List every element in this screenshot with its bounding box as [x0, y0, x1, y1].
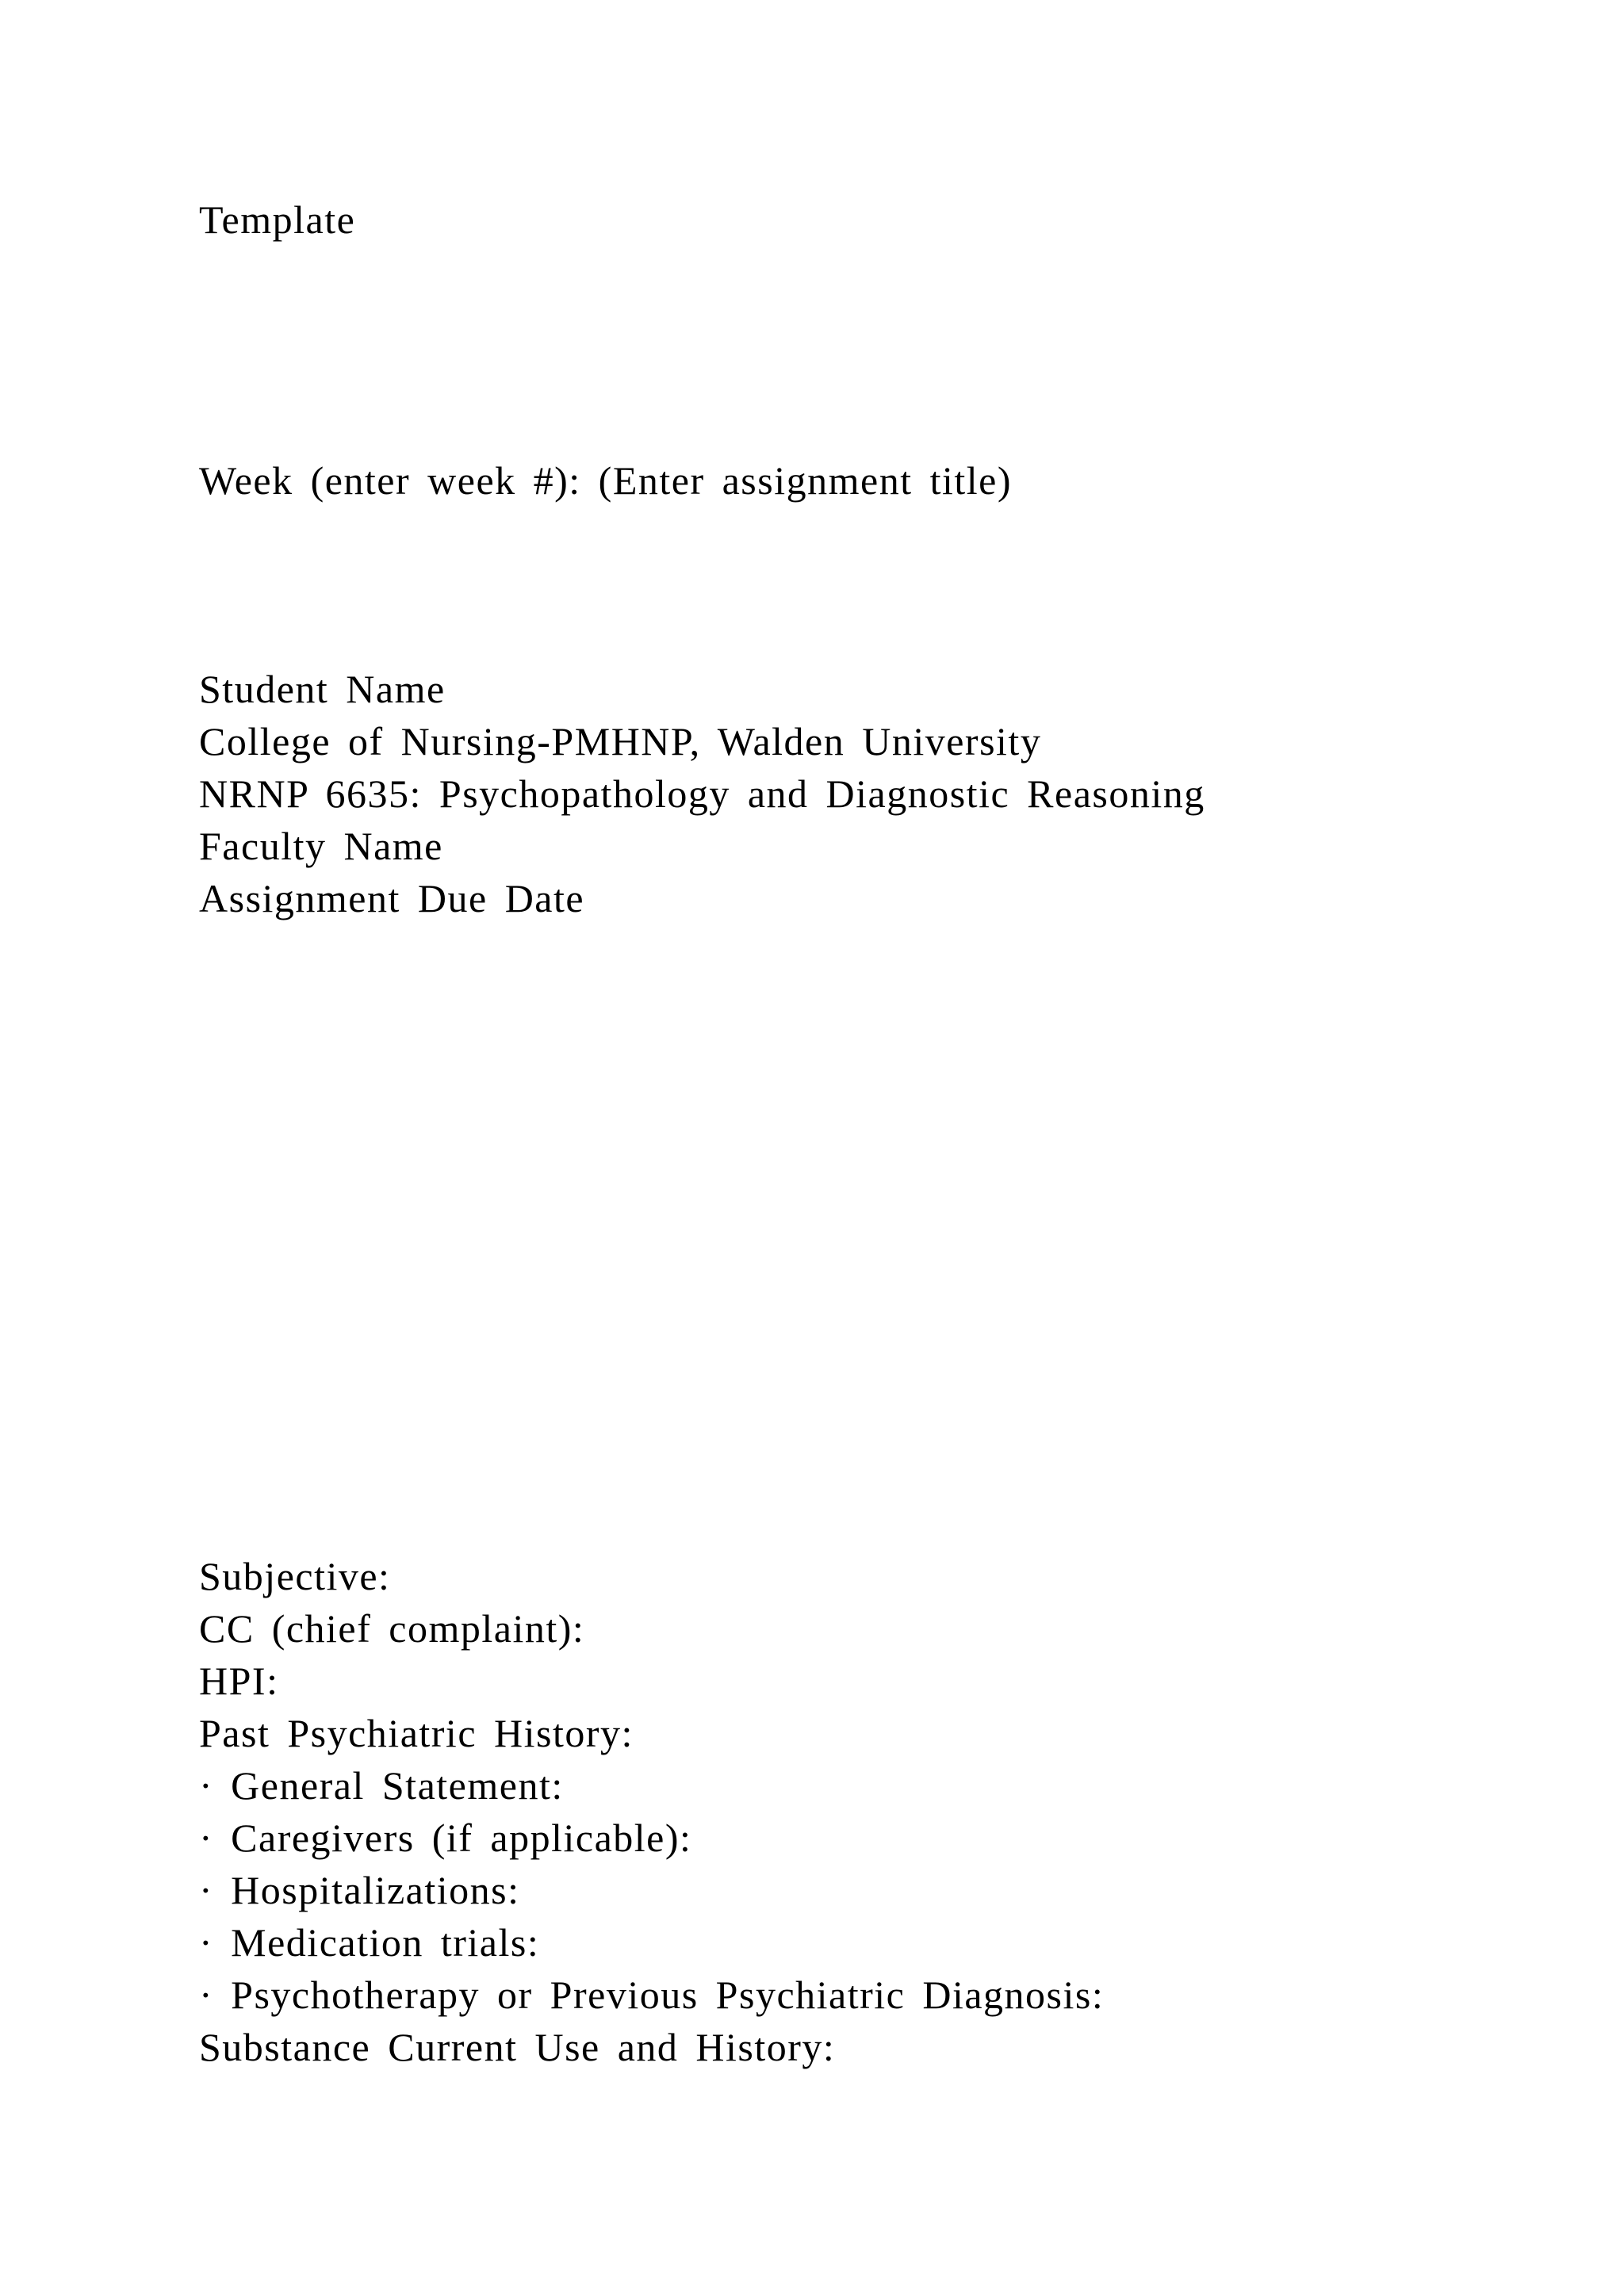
medication-trials-bullet: · Medication trials: [199, 1920, 540, 1965]
assignment-heading: Week (enter week #): (Enter assignment title) [199, 458, 1012, 503]
student-name: Student Name [199, 667, 446, 711]
general-statement-bullet: · General Statement: [199, 1763, 564, 1808]
course-line: NRNP 6635: Psychopathology and Diagnostic Reasoning [199, 771, 1205, 816]
psychotherapy-bullet: · Psychotherapy or Previous Psychiatric Diagnosis: [199, 1973, 1105, 2017]
hpi-label: HPI: [199, 1659, 279, 1703]
hospitalizations-bullet: · Hospitalizations: [199, 1868, 520, 1912]
chief-complaint-label: CC (chief complaint): [199, 1606, 585, 1651]
template-label: Template [199, 197, 356, 242]
caregivers-bullet: · Caregivers (if applicable): [199, 1816, 692, 1860]
faculty-name: Faculty Name [199, 824, 443, 868]
college-line: College of Nursing-PMHNP, Walden University [199, 719, 1042, 763]
past-psychiatric-history-label: Past Psychiatric History: [199, 1711, 634, 1755]
subjective-heading: Subjective: [199, 1554, 391, 1598]
assignment-due-date: Assignment Due Date [199, 876, 585, 920]
substance-history-label: Substance Current Use and History: [199, 2025, 836, 2069]
